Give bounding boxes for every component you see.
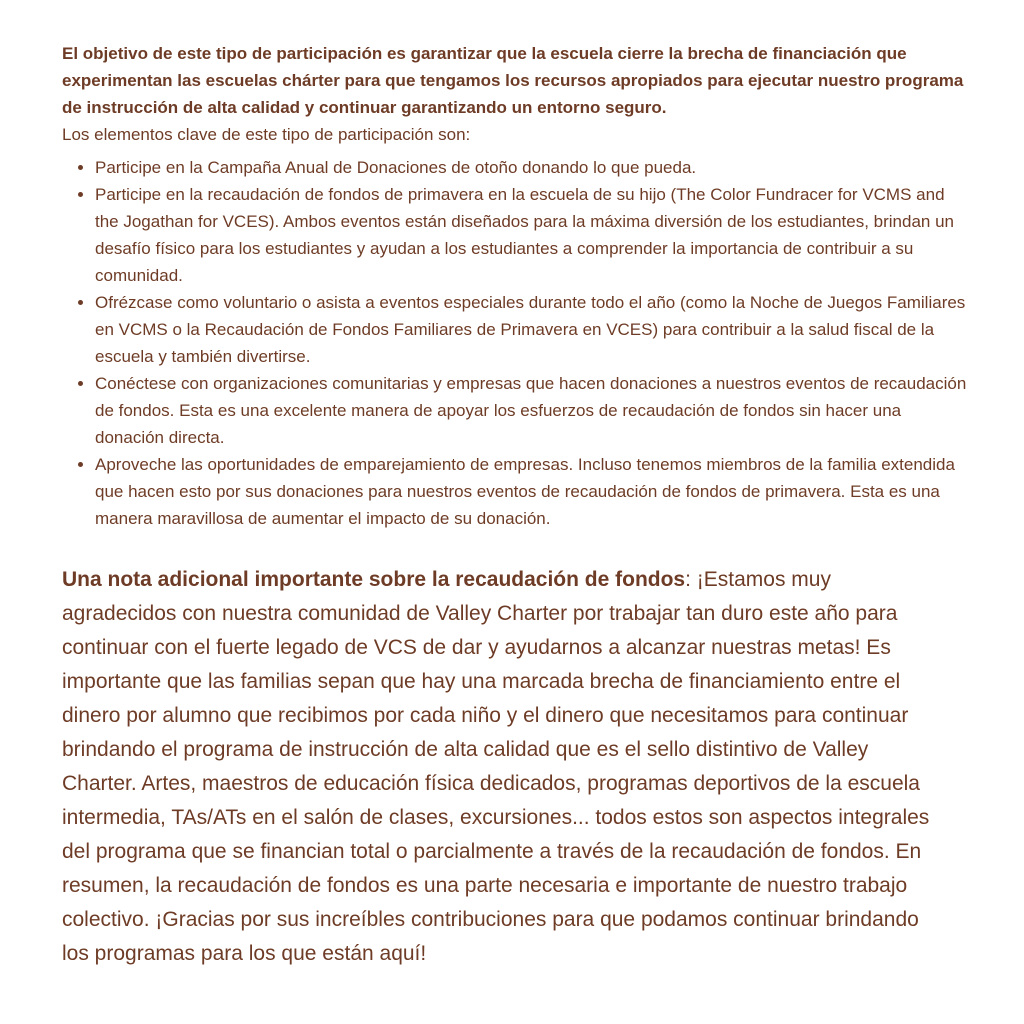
intro-lead-in: Los elementos clave de este tipo de participación son: <box>62 125 471 144</box>
key-elements-list <box>62 154 967 532</box>
list-item: • Participe en la recaudación de fondos de primavera en la escuela de su hijo (The Color Fundracer for VCMS and the Jogathan for VCES). Ambos eventos están diseñados para la máxima diversión de los estudiantes, brindan un desafío físico para los estudiantes y ayudan a los estudiantes a comprender la importancia de contribuir a su comunidad. <box>95 181 967 289</box>
participation-intro-section <box>62 40 967 532</box>
fundraising-note-paragraph <box>62 563 940 971</box>
list-item: • Conéctese con organizaciones comunitarias y empresas que hacen donaciones a nuestros eventos de recaudación de fondos. Esta es una excelente manera de apoyar los esfuerzos de recaudación de fondos sin hacer una donación directa. <box>95 370 967 451</box>
fundraising-note-bold-lead: Una nota adicional importante sobre la recaudación de fondos <box>62 568 686 591</box>
list-item: • Aproveche las oportunidades de emparejamiento de empresas. Incluso tenemos miembros de la familia extendida que hacen esto por sus donaciones para nuestros eventos de recaudación de fondos de primavera. Esta es una manera maravillosa de aumentar el impacto de su donación. <box>95 451 967 532</box>
intro-paragraph <box>62 40 967 121</box>
list-item: • Ofrézcase como voluntario o asista a eventos especiales durante todo el año (como la Noche de Juegos Familiares en VCMS o la Recaudación de Fondos Familiares de Primavera en VCES) para contribuir a la salud fiscal de la escuela y también divertirse. <box>95 289 967 370</box>
fundraising-note-body: : ¡Estamos muy agradecidos con nuestra comunidad de Valley Charter por trabajar tan duro este año para continuar con el fuerte legado de VCS de dar y ayudarnos a alcanzar nuestras metas! Es importante que las familias sepan que hay una marcada brecha de financiamiento entre el dinero por alumno que recibimos por cada niño y el dinero que necesitamos para continuar brindando el programa de instrucción de alta calidad que es el sello distintivo de Valley Charter. Artes, maestros de educación física dedicados, programas deportivos de la escuela intermedia, TAs/ATs en el salón de clases, excursiones... todos estos son aspectos integrales del programa que se financian total o parcialmente a través de la recaudación de fondos. En resumen, la recaudación de fondos es una parte necesaria e importante de nuestro trabajo colectivo. ¡Gracias por sus increíbles contribuciones para que podamos continuar brindando los programas para los que están aquí! <box>62 568 930 965</box>
list-item: • Participe en la Campaña Anual de Donaciones de otoño donando lo que pueda. <box>95 154 967 181</box>
intro-bold-text: El objetivo de este tipo de participación es garantizar que la escuela cierre la brecha de financiación que experimentan las escuelas chárter para que tengamos los recursos apropiados para ejecutar nuestro programa de instrucción de alta calidad y continuar garantizando un entorno seguro. <box>62 44 964 117</box>
